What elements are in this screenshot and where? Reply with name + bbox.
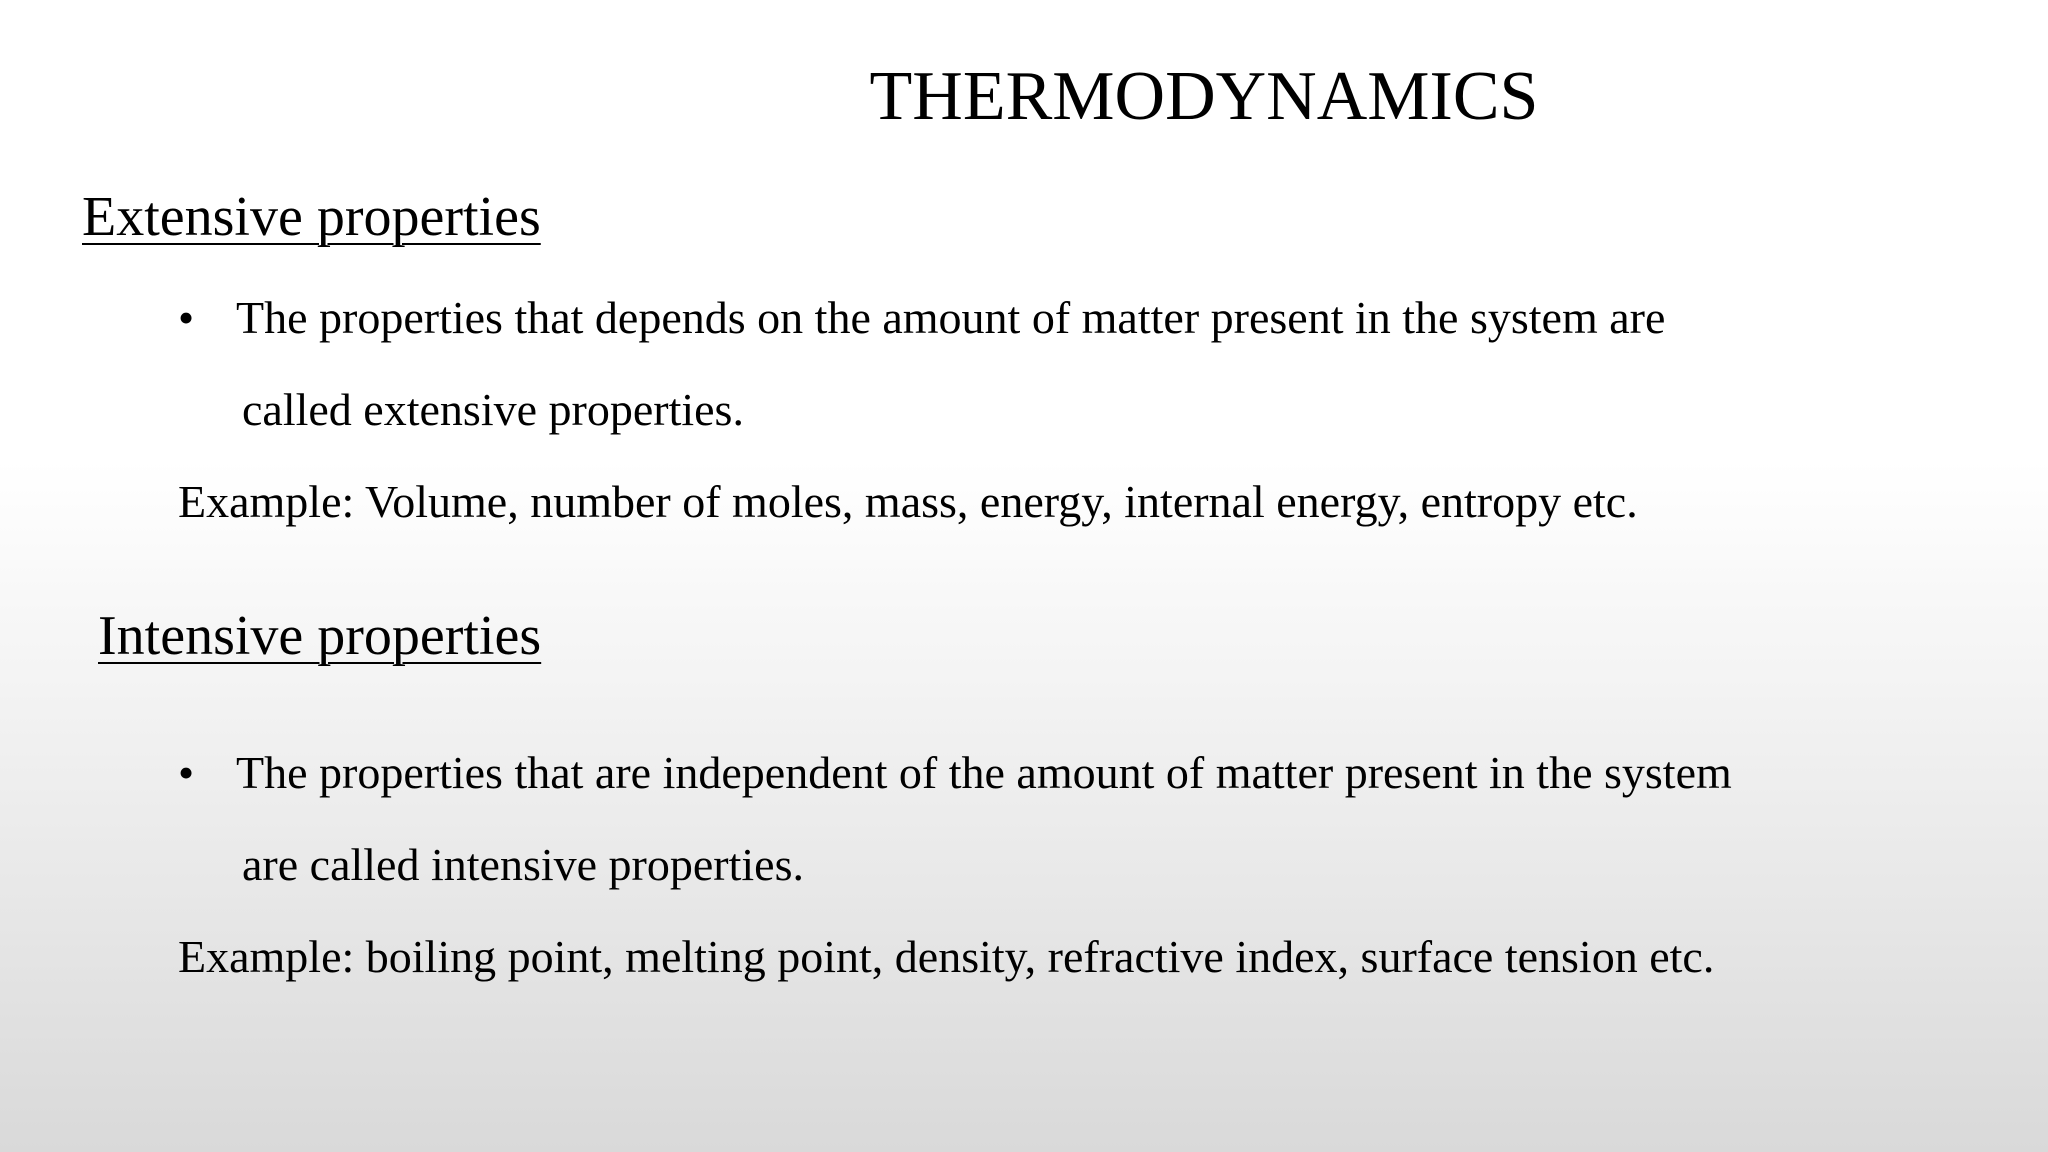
intensive-bullet-item	[178, 727, 1732, 819]
extensive-bullet-text: The properties that depends on the amount of matter present in the system are	[236, 292, 1666, 343]
intensive-properties-heading: Intensive properties	[98, 605, 542, 667]
extensive-bullet-continuation: called extensive properties.	[242, 384, 744, 435]
slide-title: THERMODYNAMICS	[869, 58, 1539, 135]
extensive-example: Example: Volume, number of moles, mass, energy, internal energy, entropy etc.	[178, 476, 1638, 527]
bullet-icon: •	[178, 292, 195, 343]
intensive-bullet-text: The properties that are independent of the amount of matter present in the system	[236, 747, 1732, 798]
intensive-example: Example: boiling point, melting point, density, refractive index, surface tension etc.	[178, 931, 1715, 982]
bullet-icon: •	[178, 747, 195, 798]
extensive-bullet-item	[178, 272, 1665, 364]
intensive-bullet-continuation: are called intensive properties.	[242, 839, 804, 890]
extensive-properties-heading: Extensive properties	[82, 186, 541, 248]
